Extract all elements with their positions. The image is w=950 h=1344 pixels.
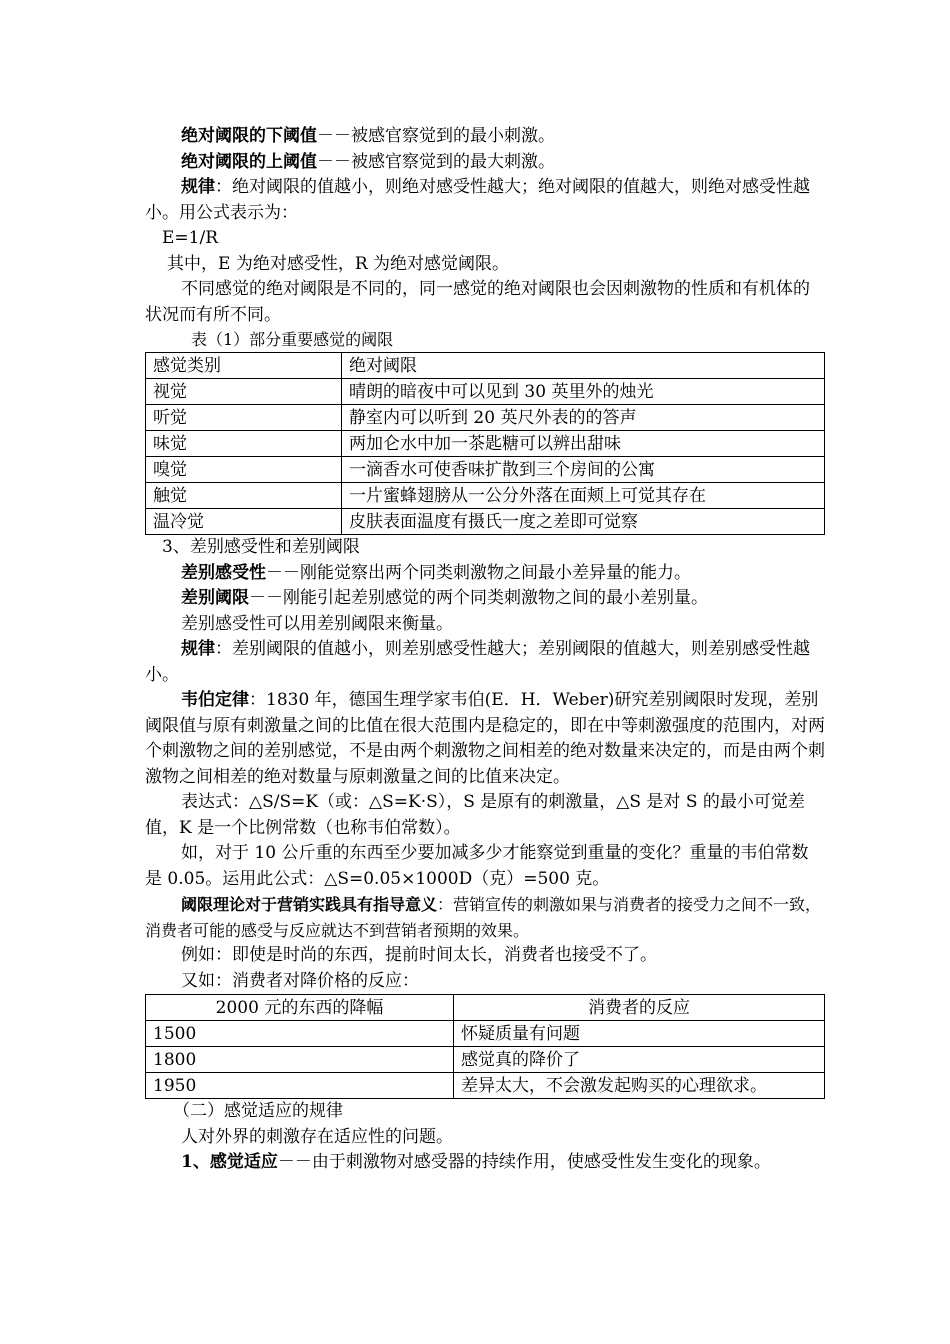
table-cell: 视觉	[146, 379, 342, 405]
term-weber-law: 韦伯定律	[181, 690, 249, 710]
sense-threshold-table	[145, 352, 825, 535]
table-row	[146, 1073, 825, 1099]
para-price-reaction: 又如：消费者对降价格的反应：	[181, 970, 419, 991]
table-cell: 温冷觉	[146, 509, 342, 535]
para-weber-law	[145, 688, 825, 790]
table-cell: 两加仑水中加一茶匙糖可以辨出甜味	[342, 431, 825, 457]
table-row	[146, 431, 825, 457]
def-rule: ：绝对阈限的值越小，则绝对感受性越大；绝对阈限的值越大，则绝对感受性越小。用公式表示为：	[145, 177, 810, 223]
table-row	[146, 509, 825, 535]
def-lower-threshold: －－被感官察觉到的最小刺激。	[317, 126, 555, 146]
table-cell: 1800	[146, 1047, 454, 1073]
table-cell: 差异太大，不会激发起购买的心理欲求。	[454, 1073, 825, 1099]
table-cell: 触觉	[146, 483, 342, 509]
para-different-senses: 不同感觉的绝对阈限是不同的，同一感觉的绝对阈限也会因刺激物的性质和有机体的状况而有所不同。	[145, 279, 810, 325]
term-sensory-adaptation: 1、感觉适应	[181, 1152, 278, 1172]
term-upper-threshold: 绝对阈限的上阈值	[181, 151, 317, 172]
para-diff-sensitivity	[145, 561, 825, 587]
para-measure: 差别感受性可以用差别阈限来衡量。	[181, 613, 453, 634]
def-sensory-adaptation: －－由于刺激物对感受器的持续作用，使感受性发生变化的现象。	[277, 1152, 771, 1172]
formula: E=1/R	[162, 228, 218, 248]
def-weber-law: ：1830 年，德国生理学家韦伯(E．H．Weber)研究差别阈限时发现，差别阈限值与原有刺激量之间的比值在很大范围内是稳定的，即在中等刺激强度的范围内，对两个刺激物之间的差别感觉，不是由两个刺激物之间相差的绝对数量来决定的，而是由两个刺激物之间相差的绝对数量与原刺激量之间的比值来决定。	[145, 690, 825, 787]
table-cell: 1500	[146, 1021, 454, 1047]
term-marketing: 阈限理论对于营销实践具有指导意义	[181, 895, 438, 914]
term-lower-threshold: 绝对阈限的下阈值	[181, 126, 317, 146]
document-page	[145, 124, 825, 1176]
table-cell: 晴朗的暗夜中可以见到 30 英里外的烛光	[342, 379, 825, 405]
table1-caption: 表（1）部分重要感觉的阈限	[191, 330, 394, 349]
table-cell: 一片蜜蜂翅膀从一公分外落在面颊上可觉其存在	[342, 483, 825, 509]
section-heading-two: （二）感觉适应的规律	[173, 1101, 343, 1121]
table-cell: 皮肤表面温度有摄氏一度之差即可觉察	[342, 509, 825, 535]
para-diff-threshold	[145, 586, 825, 612]
para-marketing	[145, 892, 825, 943]
table-cell: 听觉	[146, 405, 342, 431]
table-cell: 静室内可以听到 20 英尺外表的的答声	[342, 405, 825, 431]
table-row	[146, 457, 825, 483]
table-header-row	[146, 353, 825, 379]
table-row	[146, 1047, 825, 1073]
table-row	[146, 483, 825, 509]
para-lower-threshold	[145, 124, 825, 150]
table-row	[146, 379, 825, 405]
para-rule-diff	[145, 637, 825, 688]
para-expression: 表达式：△S/S=K（或：△S=K·S），S 是原有的刺激量，△S 是对 S 的最小可觉差值，K 是一个比例常数（也称韦伯常数）。	[145, 792, 805, 838]
term-rule: 规律	[181, 639, 215, 659]
def-rule: ：差别阈限的值越小，则差别感受性越大；差别阈限的值越大，则差别感受性越小。	[145, 639, 810, 685]
term-rule: 规律	[181, 177, 215, 197]
def-marketing: ：营销宣传的刺激如果与消费者的接受力之间不一致，消费者可能的感受与反应就达不到营销者预期的效果。	[145, 895, 822, 940]
term-diff-threshold: 差别阈限	[181, 588, 249, 608]
para-example-fashion: 例如：即使是时尚的东西，提前时间太长，消费者也接受不了。	[181, 945, 657, 965]
table-header-cell: 绝对阈限	[342, 353, 825, 379]
table-cell: 味觉	[146, 431, 342, 457]
table-header-cell: 2000 元的东西的降幅	[146, 995, 454, 1021]
para-upper-threshold	[145, 150, 825, 176]
section-heading-3: 3、差别感受性和差别阈限	[162, 537, 360, 557]
table-cell: 嗅觉	[146, 457, 342, 483]
para-example-weight: 如，对于 10 公斤重的东西至少要加减多少才能察觉到重量的变化？重量的韦伯常数是 0.05。运用此公式：△S=0.05×1000D（克）=500 克。	[145, 843, 809, 889]
table-cell: 感觉真的降价了	[454, 1047, 825, 1073]
para-sensory-adaptation	[145, 1150, 825, 1176]
para-formula-explain: 其中，E 为绝对感受性，R 为绝对感觉阈限。	[167, 253, 510, 274]
def-upper-threshold: －－被感官察觉到的最大刺激。	[317, 151, 555, 172]
table-cell: 一滴香水可使香味扩散到三个房间的公寓	[342, 457, 825, 483]
table-row	[146, 1021, 825, 1047]
term-diff-sensitivity: 差别感受性	[181, 562, 266, 583]
table-header-cell: 感觉类别	[146, 353, 342, 379]
table-cell: 1950	[146, 1073, 454, 1099]
para-rule-absolute	[145, 175, 825, 226]
para-adaptation-intro: 人对外界的刺激存在适应性的问题。	[181, 1126, 453, 1147]
table-cell: 怀疑质量有问题	[454, 1021, 825, 1047]
def-diff-sensitivity: －－刚能觉察出两个同类刺激物之间最小差异量的能力。	[266, 562, 691, 583]
table-header-cell: 消费者的反应	[454, 995, 825, 1021]
price-reaction-table	[145, 994, 825, 1099]
table-row	[146, 405, 825, 431]
def-diff-threshold: －－刚能引起差别感觉的两个同类刺激物之间的最小差别量。	[249, 588, 708, 608]
table-header-row	[146, 995, 825, 1021]
